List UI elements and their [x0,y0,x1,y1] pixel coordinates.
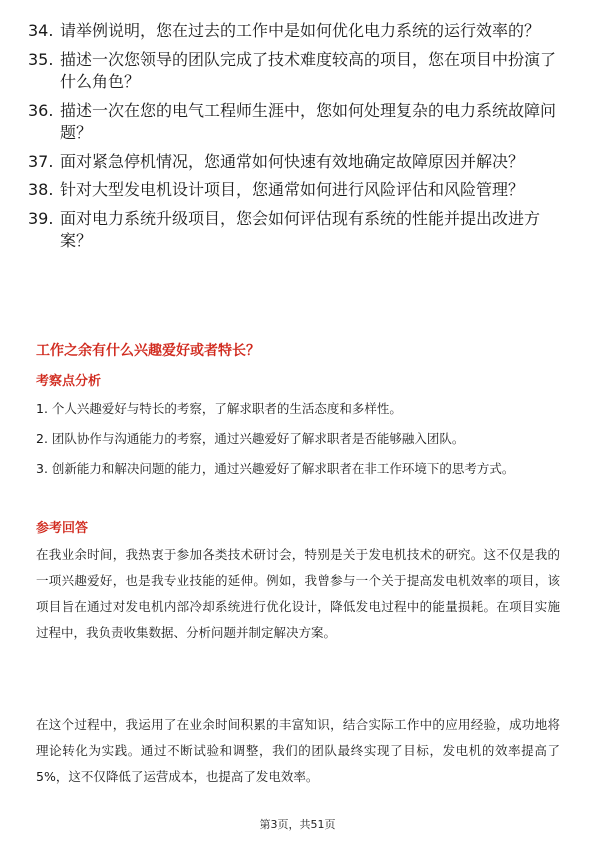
question-item [28,100,568,145]
answer-heading: 参考回答 [36,521,89,536]
page-footer: 第3页，共51页 [259,818,336,831]
question-list [28,20,568,259]
question-text: 面对电力系统升级项目，您会如何评估现有系统的性能并提出改进方案？ [60,208,541,250]
question-number: 34. [28,21,54,40]
question-text: 针对大型发电机设计项目，您通常如何进行风险评估和风险管理？ [60,180,525,199]
section-title: 工作之余有什么兴趣爱好或者特长？ [36,343,260,359]
answer-paragraph: 在我业余时间，我热衷于参加各类技术研讨会，特别是关于发电机技术的研究。这不仅是我的一项兴趣爱好，也是我专业技能的延伸。例如，我曾参与一个关于提高发电机效率的项目，该项目旨在通过对发电机内部冷却系统进行优化设计，降低发电过程中的能量损耗。在项目实施过程中，我负责收集数据、分析问题并制定解决方案。 [36,547,560,640]
analysis-item: 3. 创新能力和解决问题的能力，通过兴趣爱好了解求职者在非工作环境下的思考方式。 [36,461,515,476]
question-text: 描述一次在您的电气工程师生涯中，您如何处理复杂的电力系统故障问题？ [60,100,557,142]
question-item [28,151,568,174]
question-text: 描述一次您领导的团队完成了技术难度较高的项目，您在项目中扮演了什么角色？ [60,49,557,91]
question-item [28,208,568,253]
question-number: 35. [28,49,54,69]
analysis-heading: 考察点分析 [36,374,102,389]
question-text: 面对紧急停机情况，您通常如何快速有效地确定故障原因并解决？ [60,151,525,171]
question-item [28,20,568,43]
analysis-item: 2. 团队协作与沟通能力的考察，通过兴趣爱好了解求职者是否能够融入团队。 [36,431,465,446]
analysis-item: 1. 个人兴趣爱好与特长的考察，了解求职者的生活态度和多样性。 [36,401,402,416]
question-number: 37. [28,151,54,171]
question-item [28,179,568,202]
answer-paragraph: 在这个过程中，我运用了在业余时间积累的丰富知识，结合实际工作中的应用经验，成功地将理论转化为实践。通过不断试验和调整，我们的团队最终实现了目标，发电机的效率提高了5%，这不仅降低了运营成本，也提高了发电效率。 [36,717,560,784]
question-number: 38. [28,180,54,199]
question-item [28,49,568,94]
question-number: 39. [28,208,54,228]
question-text: 请举例说明，您在过去的工作中是如何优化电力系统的运行效率的？ [60,21,541,40]
analysis-list [36,398,566,488]
question-number: 36. [28,100,54,120]
